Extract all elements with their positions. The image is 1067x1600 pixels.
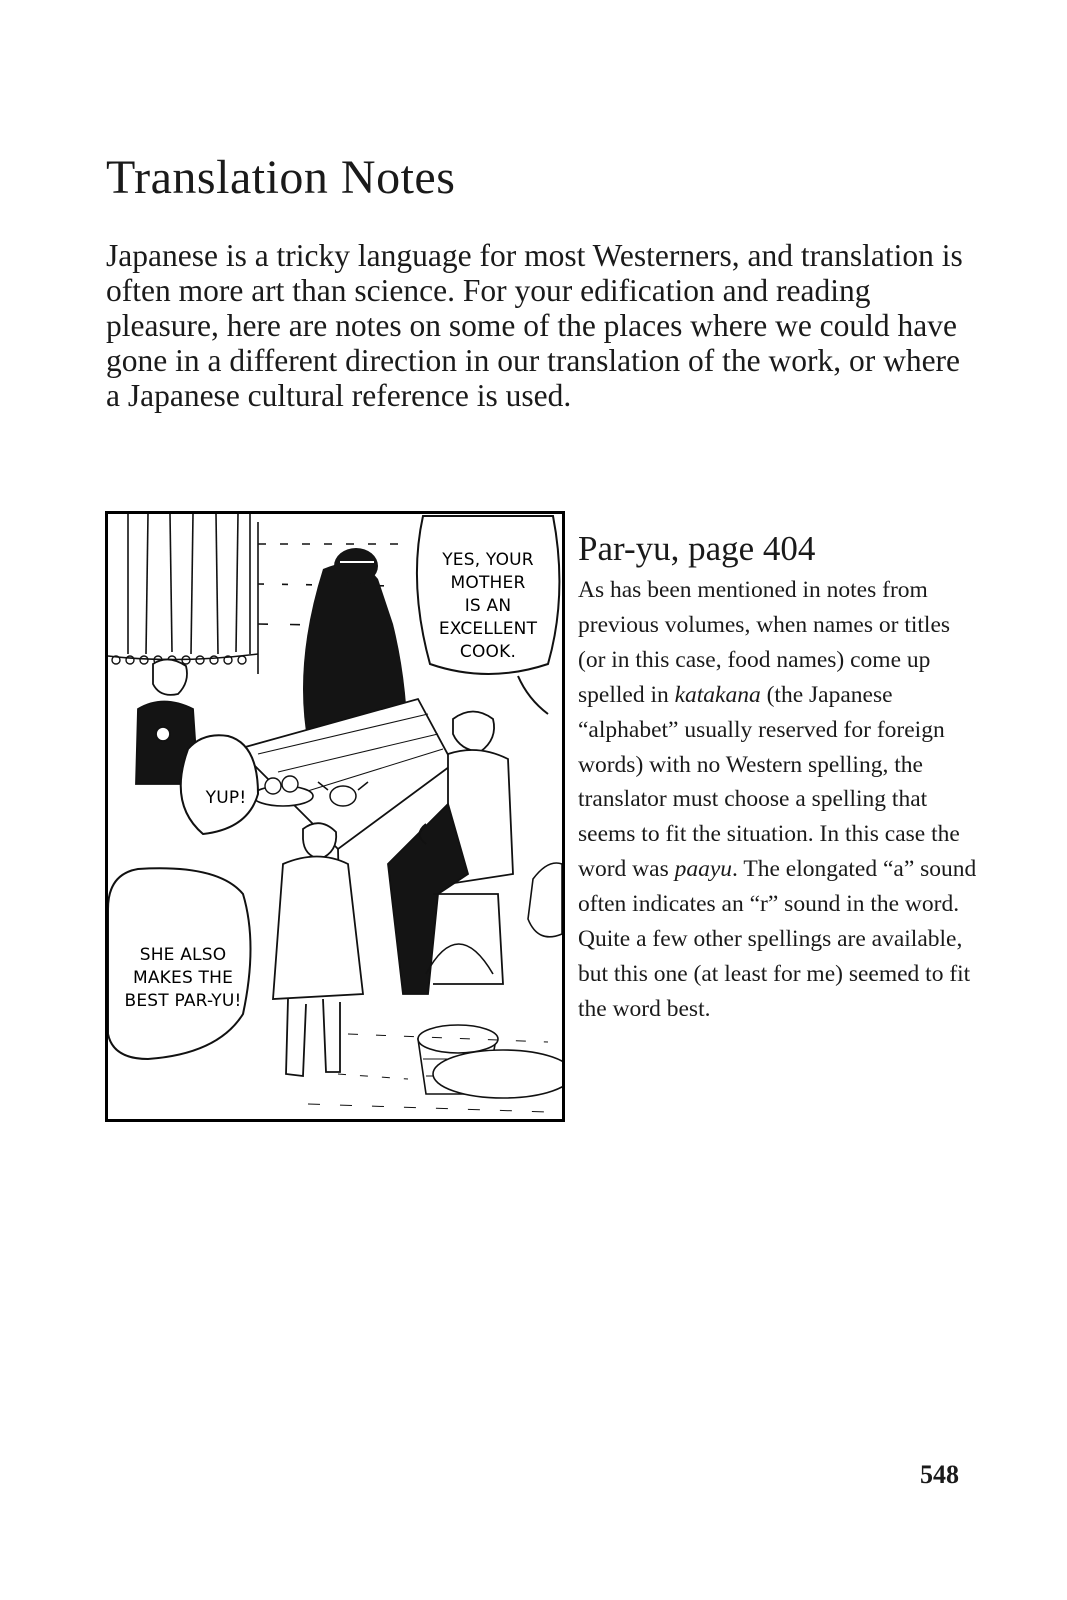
note-body: As has been mentioned in notes from previous volumes, when names or titles (or in this case, food names) come up spelled in katakana (the Japanese “alphabet” usually reserved for foreign words) with no Western spelling, the translator must choose a spelling that seems to fit the situation. In this case the word was paayu. The elongated “a” sound often indicates an “r” sound in the word. Quite a few other spellings are available, but this one (at least for me) seemed to fit the word best. xyxy=(578,577,977,1022)
term-paayu: paayu xyxy=(674,856,733,883)
speech-bubble-also: SHE ALSO MAKES THE BEST PAR-YU! xyxy=(124,945,242,1011)
note-heading: Par-yu, page 404 xyxy=(578,529,816,568)
term-katakana: katakana xyxy=(674,681,761,708)
speech-bubble-cook: YES, YOUR MOTHER IS AN EXCELLENT COOK. xyxy=(438,550,538,662)
page-number: 548 xyxy=(920,1460,959,1489)
speech-bubble-yup: YUP! xyxy=(205,788,247,808)
manga-panel-illustration xyxy=(105,511,565,1122)
intro-paragraph: Japanese is a tricky language for most Westerners, and translation is often more art than science. For your edification and reading pleasure, here are notes on some of the places where we could have gone in a different direction in our translation of the work, or where a Japanese cultural reference is used. xyxy=(106,238,963,413)
page-title: Translation Notes xyxy=(106,151,456,204)
